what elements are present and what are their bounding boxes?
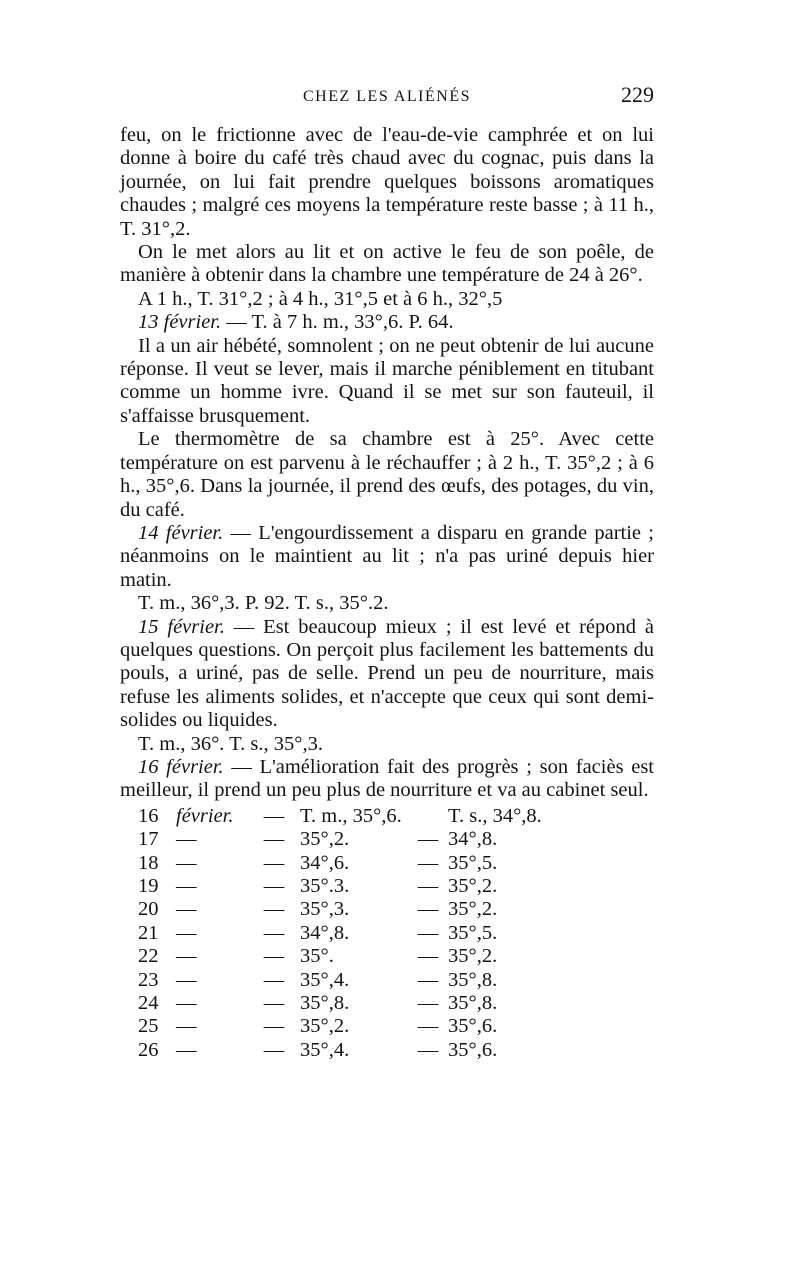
row-separator: — bbox=[263, 945, 285, 968]
row-day: 18 bbox=[138, 851, 159, 874]
row-month: — bbox=[176, 898, 197, 921]
row-day: 23 bbox=[138, 968, 159, 991]
table-row bbox=[138, 805, 542, 828]
running-title: CHEZ LES ALIÉNÉS bbox=[303, 88, 471, 105]
row-morning-temp: 35°,3. bbox=[300, 898, 350, 921]
row-evening-temp: 35°,2. bbox=[448, 875, 498, 897]
paragraph: 15 février. — Est beaucoup mieux ; il est levé et répond à quelques questions. On perçoit plus facilement les battements du pouls, a uriné, pas de selle. Prend un peu de nourriture, mais refuse les aliments solides, et n'accepte que ceux qui sont demi-solides ou liquides. bbox=[120, 615, 654, 732]
temperature-table bbox=[138, 805, 542, 1062]
row-morning-temp: 35°. bbox=[300, 945, 334, 968]
row-month: — bbox=[176, 1038, 197, 1061]
row-separator: — bbox=[263, 992, 285, 1015]
row-day: 21 bbox=[138, 921, 159, 944]
row-evening-temp: 35°,2. bbox=[448, 945, 498, 968]
row-separator: — bbox=[263, 851, 285, 874]
table-row bbox=[138, 1015, 542, 1038]
paragraph: T. m., 36°. T. s., 35°,3. bbox=[138, 732, 323, 755]
paragraph: 16 février. — L'amélioration fait des progrès ; son faciès est meilleur, il prend un peu plus de nourriture et va au cabinet seul. bbox=[120, 755, 655, 802]
table-row bbox=[138, 992, 542, 1015]
row-morning-temp: 34°,6. bbox=[300, 851, 350, 874]
row-morning-temp: 35°,8. bbox=[300, 992, 350, 1015]
row-dash: — bbox=[417, 968, 439, 991]
entry-date: 13 février. bbox=[138, 311, 222, 334]
table-row bbox=[138, 945, 542, 968]
row-separator: — bbox=[263, 968, 285, 991]
row-dash: — bbox=[417, 945, 439, 968]
table-row bbox=[138, 922, 542, 945]
row-morning-temp: T. m., 35°,6. bbox=[300, 804, 402, 827]
row-dash: — bbox=[417, 1038, 439, 1061]
row-evening-temp: 35°,8. bbox=[448, 992, 498, 1015]
paragraph: Il a un air hébété, somnolent ; on ne peut obtenir de lui aucune réponse. Il veut se lever, mais il marche péniblement en titubant comme un homme ivre. Quand il se met sur son fauteuil, il s'affaisse brusquement. bbox=[120, 334, 654, 427]
row-evening-temp: 35°,2. bbox=[448, 898, 498, 921]
table-row bbox=[138, 852, 542, 875]
row-morning-temp: 35°,2. bbox=[300, 1015, 350, 1038]
row-evening-temp: T. s., 34°,8. bbox=[448, 804, 542, 827]
row-morning-temp: 35°,4. bbox=[300, 968, 350, 991]
paragraph: T. m., 36°,3. P. 92. T. s., 35°.2. bbox=[138, 592, 389, 615]
paragraph: On le met alors au lit et on active le feu de son poêle, de manière à obtenir dans la chambre une température de 24 à 26°. bbox=[120, 241, 654, 287]
table-row bbox=[138, 1039, 542, 1062]
row-morning-temp: 35°,2. bbox=[300, 828, 350, 851]
row-dash bbox=[408, 805, 448, 828]
row-day: 19 bbox=[138, 875, 159, 897]
row-evening-temp: 35°,8. bbox=[448, 968, 498, 991]
row-day: 22 bbox=[138, 945, 159, 968]
body-text bbox=[120, 124, 654, 1062]
row-evening-temp: 34°,8. bbox=[448, 828, 498, 851]
row-month: — bbox=[176, 828, 197, 851]
entry-date: 16 février. bbox=[138, 755, 224, 778]
row-morning-temp: 35°.3. bbox=[300, 875, 350, 897]
row-dash: — bbox=[417, 921, 439, 944]
row-evening-temp: 35°,6. bbox=[448, 1015, 498, 1038]
row-month: — bbox=[176, 992, 197, 1015]
row-evening-temp: 35°,5. bbox=[448, 921, 498, 944]
row-day: 16 bbox=[138, 804, 159, 827]
row-day: 20 bbox=[138, 898, 159, 921]
row-dash: — bbox=[417, 851, 439, 874]
entry-date: 14 février. bbox=[138, 521, 224, 544]
table-row bbox=[138, 875, 542, 898]
row-month: — bbox=[176, 875, 197, 897]
row-separator: — bbox=[263, 875, 285, 897]
row-morning-temp: 35°,4. bbox=[300, 1038, 350, 1061]
row-month: février. bbox=[176, 804, 234, 827]
row-dash: — bbox=[417, 992, 439, 1015]
row-separator: — bbox=[263, 1038, 285, 1061]
table-row bbox=[138, 969, 542, 992]
row-day: 26 bbox=[138, 1038, 159, 1061]
row-separator: — bbox=[263, 898, 285, 921]
entry-date: 15 février. bbox=[138, 615, 225, 638]
row-separator: — bbox=[263, 921, 285, 944]
row-evening-temp: 35°,5. bbox=[448, 851, 498, 874]
row-day: 25 bbox=[138, 1015, 159, 1038]
row-dash: — bbox=[417, 828, 439, 851]
row-separator: — bbox=[263, 1015, 285, 1038]
paragraph: 13 février. — T. à 7 h. m., 33°,6. P. 64. bbox=[138, 311, 454, 334]
row-month: — bbox=[176, 1015, 197, 1038]
paragraph: 14 février. — L'engourdissement a disparu en grande partie ; néanmoins on le maintient au lit ; n'a pas uriné depuis hier matin. bbox=[120, 521, 654, 591]
row-separator: — bbox=[263, 804, 285, 827]
row-separator: — bbox=[263, 828, 285, 851]
row-evening-temp: 35°,6. bbox=[448, 1038, 498, 1061]
page-number: 229 bbox=[621, 82, 654, 107]
row-day: 24 bbox=[138, 992, 159, 1015]
paragraph: A 1 h., T. 31°,2 ; à 4 h., 31°,5 et à 6 h., 32°,5 bbox=[138, 287, 503, 310]
table-row bbox=[138, 898, 542, 921]
row-month: — bbox=[176, 921, 197, 944]
row-dash: — bbox=[417, 898, 439, 921]
row-day: 17 bbox=[138, 828, 159, 851]
row-morning-temp: 34°,8. bbox=[300, 921, 350, 944]
paragraph: Le thermomètre de sa chambre est à 25°. Avec cette température on est parvenu à le réchauffer ; à 2 h., T. 35°,2 ; à 6 h., 35°,6. Dans la journée, il prend des œufs, des potages, du vin, du café. bbox=[120, 428, 654, 521]
row-dash: — bbox=[417, 875, 439, 897]
row-month: — bbox=[176, 968, 197, 991]
table-row bbox=[138, 828, 542, 851]
row-month: — bbox=[176, 851, 197, 874]
row-month: — bbox=[176, 945, 197, 968]
paragraph: feu, on le frictionne avec de l'eau-de-vie camphrée et on lui donne à boire du café très chaud avec du cognac, puis dans la journée, on lui fait prendre quelques boissons aromatiques chaudes ; malgré ces moyens la température reste basse ; à 11 h., T. 31°,2. bbox=[120, 124, 654, 240]
row-dash: — bbox=[417, 1015, 439, 1038]
page-header bbox=[120, 82, 654, 112]
